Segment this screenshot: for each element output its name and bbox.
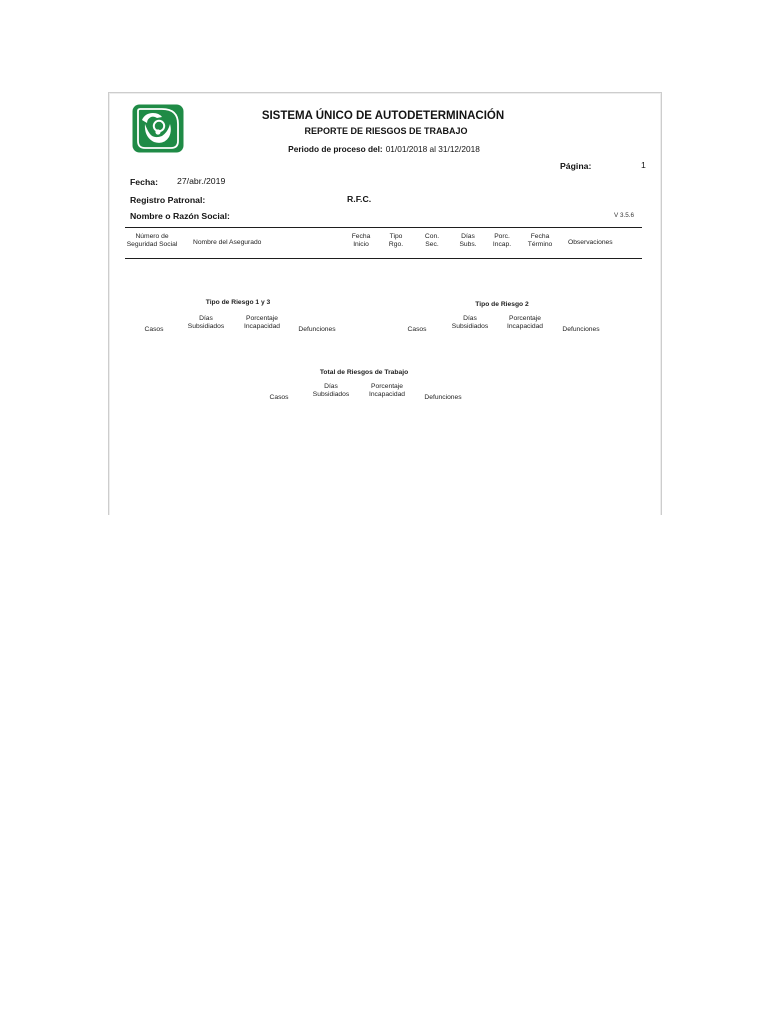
col-header-nss-line2: Seguridad Social xyxy=(126,241,178,249)
col-header-incapacity-pct-line2: Incap. xyxy=(492,241,512,249)
table-header-bottom-rule xyxy=(125,258,642,259)
col-header-subsidized-days-line1: Días xyxy=(461,233,475,240)
summary-subsidized-days-header xyxy=(188,315,224,332)
col-header-start-date-line1: Fecha xyxy=(351,233,371,240)
page-number: 1 xyxy=(641,160,646,170)
process-period-label: Periodo de proceso del: xyxy=(288,144,383,154)
report-subtitle: REPORTE DE RIESGOS DE TRABAJO xyxy=(304,126,468,136)
summary-cases-header: Casos xyxy=(144,326,164,333)
summary-deaths-header: Defunciones xyxy=(298,326,336,333)
summary-title: Total de Riesgos de Trabajo xyxy=(319,369,409,376)
col-header-risk-type-line1: Tipo xyxy=(389,233,403,240)
col-header-start-date-line2: Inicio xyxy=(353,241,369,249)
col-header-subsidized-days-line2: Subs. xyxy=(459,241,477,249)
summary-deaths-header: Defunciones xyxy=(562,326,600,333)
summary-incapacity-pct-line1: Porcentaje xyxy=(509,315,541,322)
summary-title: Tipo de Riesgo 1 y 3 xyxy=(205,299,271,306)
rfc-label: R.F.C. xyxy=(347,194,372,204)
col-header-risk-type xyxy=(389,233,403,250)
process-period xyxy=(288,145,480,155)
summary-cases-header: Casos xyxy=(269,394,289,401)
process-period-value: 01/01/2018 al 31/12/2018 xyxy=(385,144,480,154)
summary-subsidized-days-header xyxy=(313,383,349,400)
col-header-consequence-line2: Sec. xyxy=(425,241,439,249)
imss-logo-icon xyxy=(132,104,184,153)
summary-incapacity-pct-line1: Porcentaje xyxy=(246,315,278,322)
col-header-observations: Observaciones xyxy=(568,239,613,246)
col-header-nss-line1: Número de xyxy=(135,233,169,240)
summary-subsidized-days-header xyxy=(452,315,488,332)
date-value: 27/abr./2019 xyxy=(177,176,226,186)
records-table-header xyxy=(125,227,642,258)
summary-deaths-header: Defunciones xyxy=(424,394,462,401)
col-header-consequence-line1: Con. xyxy=(424,233,440,240)
summary-incapacity-pct-line2: Incapacidad xyxy=(243,323,281,331)
page-label: Página: xyxy=(560,161,592,171)
summary-incapacity-pct-header xyxy=(244,315,280,332)
report-page xyxy=(108,92,662,515)
date-label: Fecha: xyxy=(130,177,159,187)
summary-total-work-risks xyxy=(259,363,469,408)
col-header-subsidized-days xyxy=(459,233,476,250)
employer-registry-label: Registro Patronal: xyxy=(130,195,206,205)
col-header-incapacity-pct xyxy=(493,233,511,250)
summary-incapacity-pct-line1: Porcentaje xyxy=(371,383,403,390)
summary-subsidized-days-line1: Días xyxy=(324,383,338,390)
business-name-label: Nombre o Razón Social: xyxy=(130,211,230,221)
summary-risk-type-1-3 xyxy=(129,293,344,338)
summary-incapacity-pct-header xyxy=(507,315,543,332)
summary-incapacity-pct-line2: Incapacidad xyxy=(368,391,406,399)
col-header-nss xyxy=(127,233,178,250)
summary-subsidized-days-line2: Subsidiados xyxy=(312,391,350,399)
col-header-incapacity-pct-line1: Porc. xyxy=(494,233,510,240)
summary-incapacity-pct-line2: Incapacidad xyxy=(506,323,544,331)
col-header-end-date-line2: Término xyxy=(527,241,553,249)
summary-title: Tipo de Riesgo 2 xyxy=(475,301,529,308)
col-header-consequence xyxy=(425,233,439,250)
version-label: V 3.5.6 xyxy=(614,212,634,219)
summary-subsidized-days-line2: Subsidiados xyxy=(451,323,489,331)
col-header-end-date-line1: Fecha xyxy=(530,233,550,240)
col-header-start-date xyxy=(352,233,371,250)
col-header-risk-type-line2: Rgo. xyxy=(388,241,404,249)
summary-cases-header: Casos xyxy=(407,326,427,333)
summary-subsidized-days-line1: Días xyxy=(463,315,477,322)
summary-risk-type-2 xyxy=(399,293,609,338)
summary-subsidized-days-line2: Subsidiados xyxy=(187,323,225,331)
report-system-title: SISTEMA ÚNICO DE AUTODETERMINACIÓN xyxy=(261,110,505,122)
summary-subsidized-days-line1: Días xyxy=(199,315,213,322)
col-header-insured-name: Nombre del Asegurado xyxy=(193,239,262,246)
summary-incapacity-pct-header xyxy=(369,383,405,400)
col-header-end-date xyxy=(528,233,553,250)
